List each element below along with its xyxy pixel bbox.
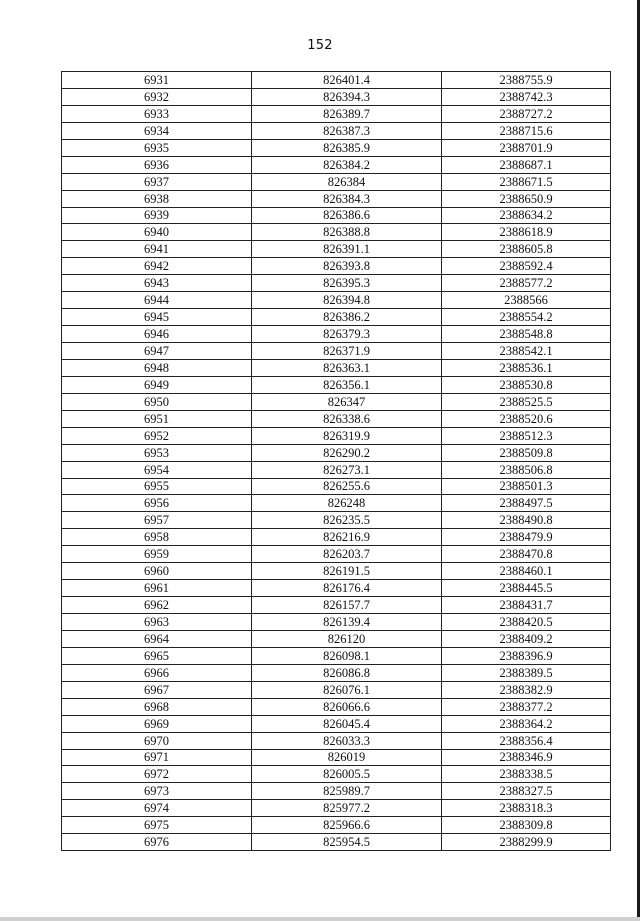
x-coordinate-cell: 826045.4: [252, 715, 442, 732]
table-row: [62, 800, 611, 817]
point-number-cell: 6934: [62, 122, 252, 139]
point-number-cell: 6946: [62, 326, 252, 343]
point-number-cell: 6973: [62, 783, 252, 800]
x-coordinate-cell: 826387.3: [252, 122, 442, 139]
point-number-cell: 6972: [62, 766, 252, 783]
point-number-cell: 6974: [62, 800, 252, 817]
y-coordinate-cell: 2388346.9: [442, 749, 611, 766]
point-number-cell: 6958: [62, 529, 252, 546]
y-coordinate-cell: 2388445.5: [442, 580, 611, 597]
point-number-cell: 6970: [62, 732, 252, 749]
y-coordinate-cell: 2388409.2: [442, 630, 611, 647]
table-row: [62, 630, 611, 647]
x-coordinate-cell: 826401.4: [252, 72, 442, 89]
table-row: [62, 156, 611, 173]
x-coordinate-cell: 826033.3: [252, 732, 442, 749]
x-coordinate-cell: 826384: [252, 173, 442, 190]
point-number-cell: 6968: [62, 698, 252, 715]
x-coordinate-cell: 826393.8: [252, 258, 442, 275]
y-coordinate-cell: 2388701.9: [442, 139, 611, 156]
point-number-cell: 6949: [62, 376, 252, 393]
y-coordinate-cell: 2388497.5: [442, 495, 611, 512]
x-coordinate-cell: 826356.1: [252, 376, 442, 393]
x-coordinate-cell: 826319.9: [252, 427, 442, 444]
point-number-cell: 6956: [62, 495, 252, 512]
table-row: [62, 173, 611, 190]
y-coordinate-cell: 2388509.8: [442, 444, 611, 461]
y-coordinate-cell: 2388460.1: [442, 563, 611, 580]
x-coordinate-cell: 826216.9: [252, 529, 442, 546]
scan-bottom-edge: [0, 917, 640, 921]
y-coordinate-cell: 2388542.1: [442, 343, 611, 360]
point-number-cell: 6966: [62, 664, 252, 681]
y-coordinate-cell: 2388566: [442, 292, 611, 309]
y-coordinate-cell: 2388605.8: [442, 241, 611, 258]
y-coordinate-cell: 2388479.9: [442, 529, 611, 546]
table-row: [62, 597, 611, 614]
point-number-cell: 6939: [62, 207, 252, 224]
point-number-cell: 6938: [62, 190, 252, 207]
x-coordinate-cell: 826176.4: [252, 580, 442, 597]
y-coordinate-cell: 2388299.9: [442, 834, 611, 851]
table-row: [62, 292, 611, 309]
point-number-cell: 6932: [62, 88, 252, 105]
point-number-cell: 6975: [62, 817, 252, 834]
table-row: [62, 681, 611, 698]
y-coordinate-cell: 2388592.4: [442, 258, 611, 275]
x-coordinate-cell: 826347: [252, 393, 442, 410]
y-coordinate-cell: 2388742.3: [442, 88, 611, 105]
y-coordinate-cell: 2388530.8: [442, 376, 611, 393]
x-coordinate-cell: 826248: [252, 495, 442, 512]
y-coordinate-cell: 2388548.8: [442, 326, 611, 343]
x-coordinate-cell: 826273.1: [252, 461, 442, 478]
y-coordinate-cell: 2388520.6: [442, 410, 611, 427]
x-coordinate-cell: 826379.3: [252, 326, 442, 343]
point-number-cell: 6945: [62, 309, 252, 326]
y-coordinate-cell: 2388577.2: [442, 275, 611, 292]
y-coordinate-cell: 2388389.5: [442, 664, 611, 681]
table-row: [62, 105, 611, 122]
page-number: 152: [307, 38, 333, 53]
table-row: [62, 444, 611, 461]
table-row: [62, 732, 611, 749]
table-row: [62, 376, 611, 393]
x-coordinate-cell: 826235.5: [252, 512, 442, 529]
table-row: [62, 410, 611, 427]
table-row: [62, 207, 611, 224]
table-row: [62, 88, 611, 105]
point-number-cell: 6969: [62, 715, 252, 732]
x-coordinate-cell: 826139.4: [252, 614, 442, 631]
y-coordinate-cell: 2388309.8: [442, 817, 611, 834]
table-row: [62, 715, 611, 732]
table-row: [62, 309, 611, 326]
x-coordinate-cell: 826157.7: [252, 597, 442, 614]
y-coordinate-cell: 2388634.2: [442, 207, 611, 224]
table-row: [62, 512, 611, 529]
y-coordinate-cell: 2388377.2: [442, 698, 611, 715]
point-number-cell: 6940: [62, 224, 252, 241]
table-row: [62, 393, 611, 410]
coordinates-table: [61, 71, 611, 851]
table-row: [62, 258, 611, 275]
point-number-cell: 6952: [62, 427, 252, 444]
y-coordinate-cell: 2388618.9: [442, 224, 611, 241]
y-coordinate-cell: 2388420.5: [442, 614, 611, 631]
x-coordinate-cell: 826191.5: [252, 563, 442, 580]
point-number-cell: 6944: [62, 292, 252, 309]
x-coordinate-cell: 826005.5: [252, 766, 442, 783]
y-coordinate-cell: 2388671.5: [442, 173, 611, 190]
table-row: [62, 359, 611, 376]
table-row: [62, 580, 611, 597]
point-number-cell: 6951: [62, 410, 252, 427]
table-row: [62, 495, 611, 512]
x-coordinate-cell: 826019: [252, 749, 442, 766]
point-number-cell: 6942: [62, 258, 252, 275]
x-coordinate-cell: 826363.1: [252, 359, 442, 376]
table-row: [62, 343, 611, 360]
y-coordinate-cell: 2388338.5: [442, 766, 611, 783]
y-coordinate-cell: 2388490.8: [442, 512, 611, 529]
x-coordinate-cell: 826086.8: [252, 664, 442, 681]
x-coordinate-cell: 825989.7: [252, 783, 442, 800]
point-number-cell: 6961: [62, 580, 252, 597]
point-number-cell: 6976: [62, 834, 252, 851]
x-coordinate-cell: 826203.7: [252, 546, 442, 563]
point-number-cell: 6933: [62, 105, 252, 122]
y-coordinate-cell: 2388715.6: [442, 122, 611, 139]
y-coordinate-cell: 2388506.8: [442, 461, 611, 478]
y-coordinate-cell: 2388470.8: [442, 546, 611, 563]
point-number-cell: 6950: [62, 393, 252, 410]
point-number-cell: 6953: [62, 444, 252, 461]
table-row: [62, 817, 611, 834]
point-number-cell: 6931: [62, 72, 252, 89]
table-row: [62, 783, 611, 800]
y-coordinate-cell: 2388382.9: [442, 681, 611, 698]
table-row: [62, 698, 611, 715]
point-number-cell: 6959: [62, 546, 252, 563]
table-row: [62, 546, 611, 563]
x-coordinate-cell: 826338.6: [252, 410, 442, 427]
point-number-cell: 6971: [62, 749, 252, 766]
point-number-cell: 6955: [62, 478, 252, 495]
y-coordinate-cell: 2388327.5: [442, 783, 611, 800]
point-number-cell: 6943: [62, 275, 252, 292]
point-number-cell: 6935: [62, 139, 252, 156]
x-coordinate-cell: 826384.3: [252, 190, 442, 207]
coordinates-table-body: [62, 72, 611, 851]
x-coordinate-cell: 826386.2: [252, 309, 442, 326]
point-number-cell: 6964: [62, 630, 252, 647]
x-coordinate-cell: 826386.6: [252, 207, 442, 224]
table-row: [62, 749, 611, 766]
table-row: [62, 461, 611, 478]
table-row: [62, 139, 611, 156]
table-row: [62, 766, 611, 783]
y-coordinate-cell: 2388501.3: [442, 478, 611, 495]
table-row: [62, 190, 611, 207]
x-coordinate-cell: 826389.7: [252, 105, 442, 122]
table-row: [62, 664, 611, 681]
point-number-cell: 6962: [62, 597, 252, 614]
table-row: [62, 563, 611, 580]
y-coordinate-cell: 2388554.2: [442, 309, 611, 326]
y-coordinate-cell: 2388356.4: [442, 732, 611, 749]
x-coordinate-cell: 826384.2: [252, 156, 442, 173]
table-row: [62, 478, 611, 495]
x-coordinate-cell: 826120: [252, 630, 442, 647]
point-number-cell: 6947: [62, 343, 252, 360]
x-coordinate-cell: 826391.1: [252, 241, 442, 258]
y-coordinate-cell: 2388512.3: [442, 427, 611, 444]
point-number-cell: 6936: [62, 156, 252, 173]
table-row: [62, 275, 611, 292]
y-coordinate-cell: 2388755.9: [442, 72, 611, 89]
table-row: [62, 529, 611, 546]
x-coordinate-cell: 826385.9: [252, 139, 442, 156]
x-coordinate-cell: 825977.2: [252, 800, 442, 817]
y-coordinate-cell: 2388525.5: [442, 393, 611, 410]
table-row: [62, 72, 611, 89]
x-coordinate-cell: 826395.3: [252, 275, 442, 292]
table-row: [62, 427, 611, 444]
x-coordinate-cell: 826371.9: [252, 343, 442, 360]
point-number-cell: 6965: [62, 647, 252, 664]
x-coordinate-cell: 826098.1: [252, 647, 442, 664]
y-coordinate-cell: 2388650.9: [442, 190, 611, 207]
point-number-cell: 6941: [62, 241, 252, 258]
x-coordinate-cell: 826290.2: [252, 444, 442, 461]
point-number-cell: 6954: [62, 461, 252, 478]
y-coordinate-cell: 2388431.7: [442, 597, 611, 614]
y-coordinate-cell: 2388318.3: [442, 800, 611, 817]
x-coordinate-cell: 826394.3: [252, 88, 442, 105]
point-number-cell: 6948: [62, 359, 252, 376]
x-coordinate-cell: 825954.5: [252, 834, 442, 851]
x-coordinate-cell: 826255.6: [252, 478, 442, 495]
table-row: [62, 122, 611, 139]
point-number-cell: 6957: [62, 512, 252, 529]
x-coordinate-cell: 826066.6: [252, 698, 442, 715]
point-number-cell: 6963: [62, 614, 252, 631]
table-row: [62, 614, 611, 631]
point-number-cell: 6960: [62, 563, 252, 580]
table-row: [62, 647, 611, 664]
table-row: [62, 224, 611, 241]
y-coordinate-cell: 2388364.2: [442, 715, 611, 732]
y-coordinate-cell: 2388727.2: [442, 105, 611, 122]
table-row: [62, 326, 611, 343]
point-number-cell: 6967: [62, 681, 252, 698]
table-row: [62, 834, 611, 851]
y-coordinate-cell: 2388687.1: [442, 156, 611, 173]
x-coordinate-cell: 825966.6: [252, 817, 442, 834]
x-coordinate-cell: 826394.8: [252, 292, 442, 309]
y-coordinate-cell: 2388536.1: [442, 359, 611, 376]
point-number-cell: 6937: [62, 173, 252, 190]
y-coordinate-cell: 2388396.9: [442, 647, 611, 664]
table-row: [62, 241, 611, 258]
x-coordinate-cell: 826076.1: [252, 681, 442, 698]
x-coordinate-cell: 826388.8: [252, 224, 442, 241]
